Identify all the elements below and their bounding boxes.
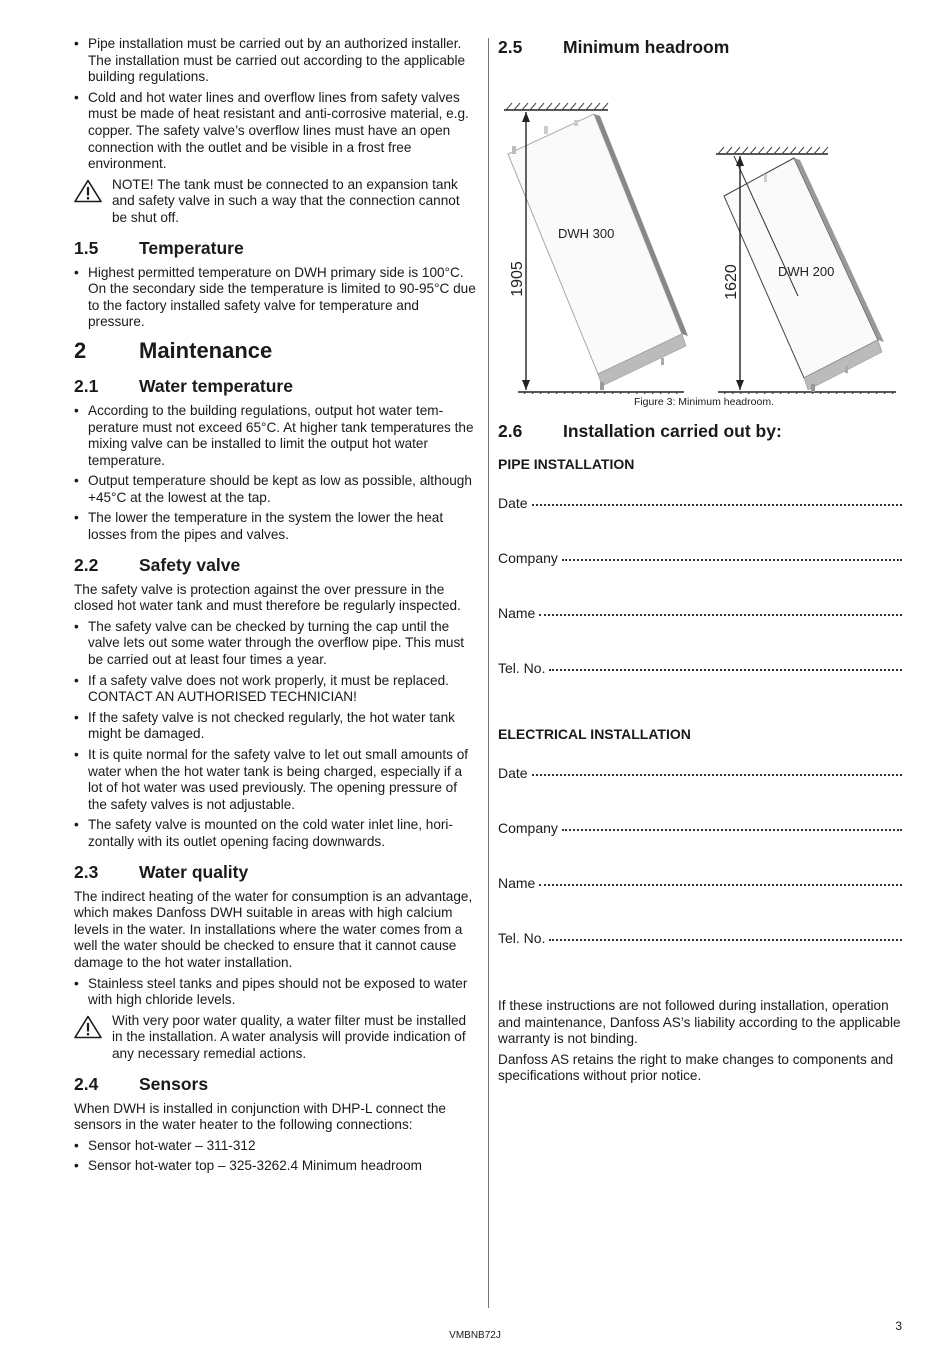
name-field[interactable] bbox=[539, 604, 902, 618]
sensors-bullet-list bbox=[74, 1138, 478, 1175]
chapter-title: Maintenance bbox=[139, 337, 273, 363]
list-item: • It is quite normal for the safety valve to let out small amounts of water when the hot water tank is being charged, especially if a lot of hot water was used previously. The opening pressure of the safety valves is not adjustable. bbox=[74, 747, 478, 813]
left-column bbox=[74, 36, 478, 1179]
water-temperature-bullet-list bbox=[74, 403, 478, 544]
form-row-name bbox=[498, 874, 902, 929]
list-item: • Highest permitted temperature on DWH primary side is 100°C. On the secondary side the temperature is limited to 90-95°C due to the factory installed safety valve for temperature and pressure. bbox=[74, 265, 478, 331]
field-label: Name bbox=[498, 605, 536, 621]
tank-label-dwh300: DWH 300 bbox=[558, 226, 615, 241]
field-label: Tel. No. bbox=[498, 930, 546, 946]
list-item: • The safety valve can be checked by turning the cap until the valve lets out some water through the overflow pipe. This must be carried out at least four times a year. bbox=[74, 619, 478, 669]
figure-caption: Figure 3: Minimum headroom. bbox=[633, 396, 774, 408]
changes-disclaimer: Danfoss AS retains the right to make changes to components and specifications without prior notice. bbox=[498, 1051, 894, 1084]
tel-field[interactable] bbox=[549, 659, 902, 673]
dimension-label-dwh200: 1620 bbox=[723, 264, 740, 300]
section-title: Sensors bbox=[139, 1073, 209, 1094]
chapter-heading-2 bbox=[74, 337, 478, 365]
intro-bullet-list bbox=[74, 36, 478, 173]
section-heading-2-1 bbox=[74, 375, 478, 397]
right-column bbox=[498, 36, 902, 1089]
water-quality-bullet-list bbox=[74, 976, 478, 1009]
form-row-name bbox=[498, 604, 902, 659]
date-field[interactable] bbox=[532, 764, 902, 778]
sensors-intro: When DWH is installed in conjunction with DHP-L connect the sensors in the water heater to the following connections: bbox=[74, 1100, 446, 1133]
section-title: Water quality bbox=[139, 861, 249, 882]
name-field[interactable] bbox=[539, 874, 902, 888]
section-number: 2.5 bbox=[498, 37, 523, 57]
list-item: • Sensor hot-water – 311-312 bbox=[74, 1138, 478, 1155]
form-row-date bbox=[498, 764, 902, 819]
list-item: • Output temperature should be kept as low as possible, although +45°C at the lowest at the tap. bbox=[74, 473, 478, 506]
field-label: Name bbox=[498, 875, 536, 891]
section-number: 2.2 bbox=[74, 554, 99, 575]
form-row-date bbox=[498, 494, 902, 549]
section-heading-2-3 bbox=[74, 861, 478, 883]
electrical-installation-title: ELECTRICAL INSTALLATION bbox=[498, 726, 691, 742]
list-item: • If a safety valve does not work properly, it must be replaced. CONTACT AN AUTHORISED TECHNICIAN! bbox=[74, 673, 478, 706]
note-warning bbox=[74, 177, 478, 227]
section-heading-2-6 bbox=[498, 420, 902, 442]
section-title: Installation carried out by: bbox=[563, 421, 782, 441]
pipe-installation-form bbox=[498, 494, 902, 714]
section-title: Water temperature bbox=[139, 375, 293, 396]
form-row-company bbox=[498, 819, 902, 874]
temperature-bullet-list bbox=[74, 265, 478, 331]
date-field[interactable] bbox=[532, 494, 902, 508]
page-number: 3 bbox=[895, 1319, 902, 1333]
document-code: VMBNB72J bbox=[449, 1330, 501, 1341]
list-item: • Pipe installation must be carried out by an authorized installer. The installation must be carried out according to the applicable building regulations. bbox=[74, 36, 478, 86]
field-label: Company bbox=[498, 550, 558, 566]
pipe-installation-title: PIPE INSTALLATION bbox=[498, 456, 635, 472]
water-quality-intro: The indirect heating of the water for consumption is an advantage, which makes Danfoss DWH suitable in areas with high calcium levels in the water. In installations where the water comes from a well the water should be checked to ensure that it cannot cause damage to the hot water installation. bbox=[74, 888, 473, 970]
liability-disclaimer: If these instructions are not followed during installation, operation and maintenance, Danfoss AS’s liability according to the applicable warranty is not binding. bbox=[498, 998, 901, 1047]
list-item: • Cold and hot water lines and overflow lines from safety valves must be made of heat resistant and anti-corrosive material, e.g. copper. The safety valve’s overflow lines must have an open connection with the outlet and be visible in a frost free environment. bbox=[74, 90, 478, 173]
floor-hatch-right bbox=[718, 392, 896, 394]
section-heading-1-5 bbox=[74, 237, 478, 259]
water-quality-warning bbox=[74, 1013, 478, 1063]
warning-triangle-icon bbox=[74, 1015, 102, 1039]
list-item: • According to the building regulations, output hot water temperature must not exceed 65°C. At higher tank temperatures the mixing valve can be installed to limit the output hot water temperature. bbox=[74, 403, 478, 469]
list-item: • The lower the temperature in the system the lower the heat losses from the pipes and valves. bbox=[74, 510, 478, 543]
list-item: • The safety valve is mounted on the cold water inlet line, horizontally with its outlet opening facing downwards. bbox=[74, 817, 478, 850]
column-divider bbox=[488, 38, 489, 1308]
field-label: Date bbox=[498, 765, 528, 781]
section-number: 2.4 bbox=[74, 1073, 99, 1094]
form-row-tel bbox=[498, 659, 902, 714]
form-row-company bbox=[498, 549, 902, 604]
field-label: Tel. No. bbox=[498, 660, 546, 676]
warning-triangle-icon bbox=[74, 179, 102, 203]
dimension-label-dwh300: 1905 bbox=[509, 261, 526, 297]
water-quality-warning-text: With very poor water quality, a water filter must be installed in the installation. A water analysis will provide indication of any necessary remedial actions. bbox=[112, 1012, 467, 1061]
company-field[interactable] bbox=[562, 819, 902, 833]
section-number: 2.3 bbox=[74, 861, 99, 882]
headroom-diagram bbox=[498, 64, 902, 394]
electrical-installation-form bbox=[498, 764, 902, 984]
headroom-figure bbox=[498, 64, 902, 394]
section-title: Safety valve bbox=[139, 554, 241, 575]
section-heading-2-2 bbox=[74, 554, 478, 576]
form-row-tel bbox=[498, 929, 902, 984]
section-number: 2.1 bbox=[74, 375, 99, 396]
floor-hatch-left bbox=[518, 392, 684, 394]
field-label: Company bbox=[498, 820, 558, 836]
chapter-number: 2 bbox=[74, 337, 87, 363]
tank-dwh300 bbox=[508, 114, 688, 390]
list-item: • Stainless steel tanks and pipes should not be exposed to water with high chloride levels. bbox=[74, 976, 478, 1009]
company-field[interactable] bbox=[562, 549, 902, 563]
section-number: 1.5 bbox=[74, 237, 99, 258]
list-item: • Sensor hot-water top – 325-3262.4 Minimum headroom bbox=[74, 1158, 478, 1175]
safety-valve-intro: The safety valve is protection against the over pressure in the closed hot water tank and must therefore be regularly inspected. bbox=[74, 581, 461, 614]
section-title: Temperature bbox=[139, 237, 244, 258]
section-heading-2-4 bbox=[74, 1073, 478, 1095]
ceiling-hatch-right bbox=[716, 147, 828, 154]
tel-field[interactable] bbox=[549, 929, 902, 943]
tank-label-dwh200: DWH 200 bbox=[778, 264, 835, 279]
note-warning-text: NOTE! The tank must be connected to an expansion tank and safety valve in such a way that the connection cannot be shut off. bbox=[112, 176, 460, 225]
list-item: • If the safety valve is not checked regularly, the hot water tank might be damaged. bbox=[74, 710, 478, 743]
ceiling-hatch-left bbox=[504, 103, 608, 110]
field-label: Date bbox=[498, 495, 528, 511]
section-heading-2-5 bbox=[498, 36, 902, 58]
section-number: 2.6 bbox=[498, 421, 523, 441]
safety-valve-bullet-list bbox=[74, 619, 478, 851]
section-title: Minimum headroom bbox=[563, 37, 730, 57]
